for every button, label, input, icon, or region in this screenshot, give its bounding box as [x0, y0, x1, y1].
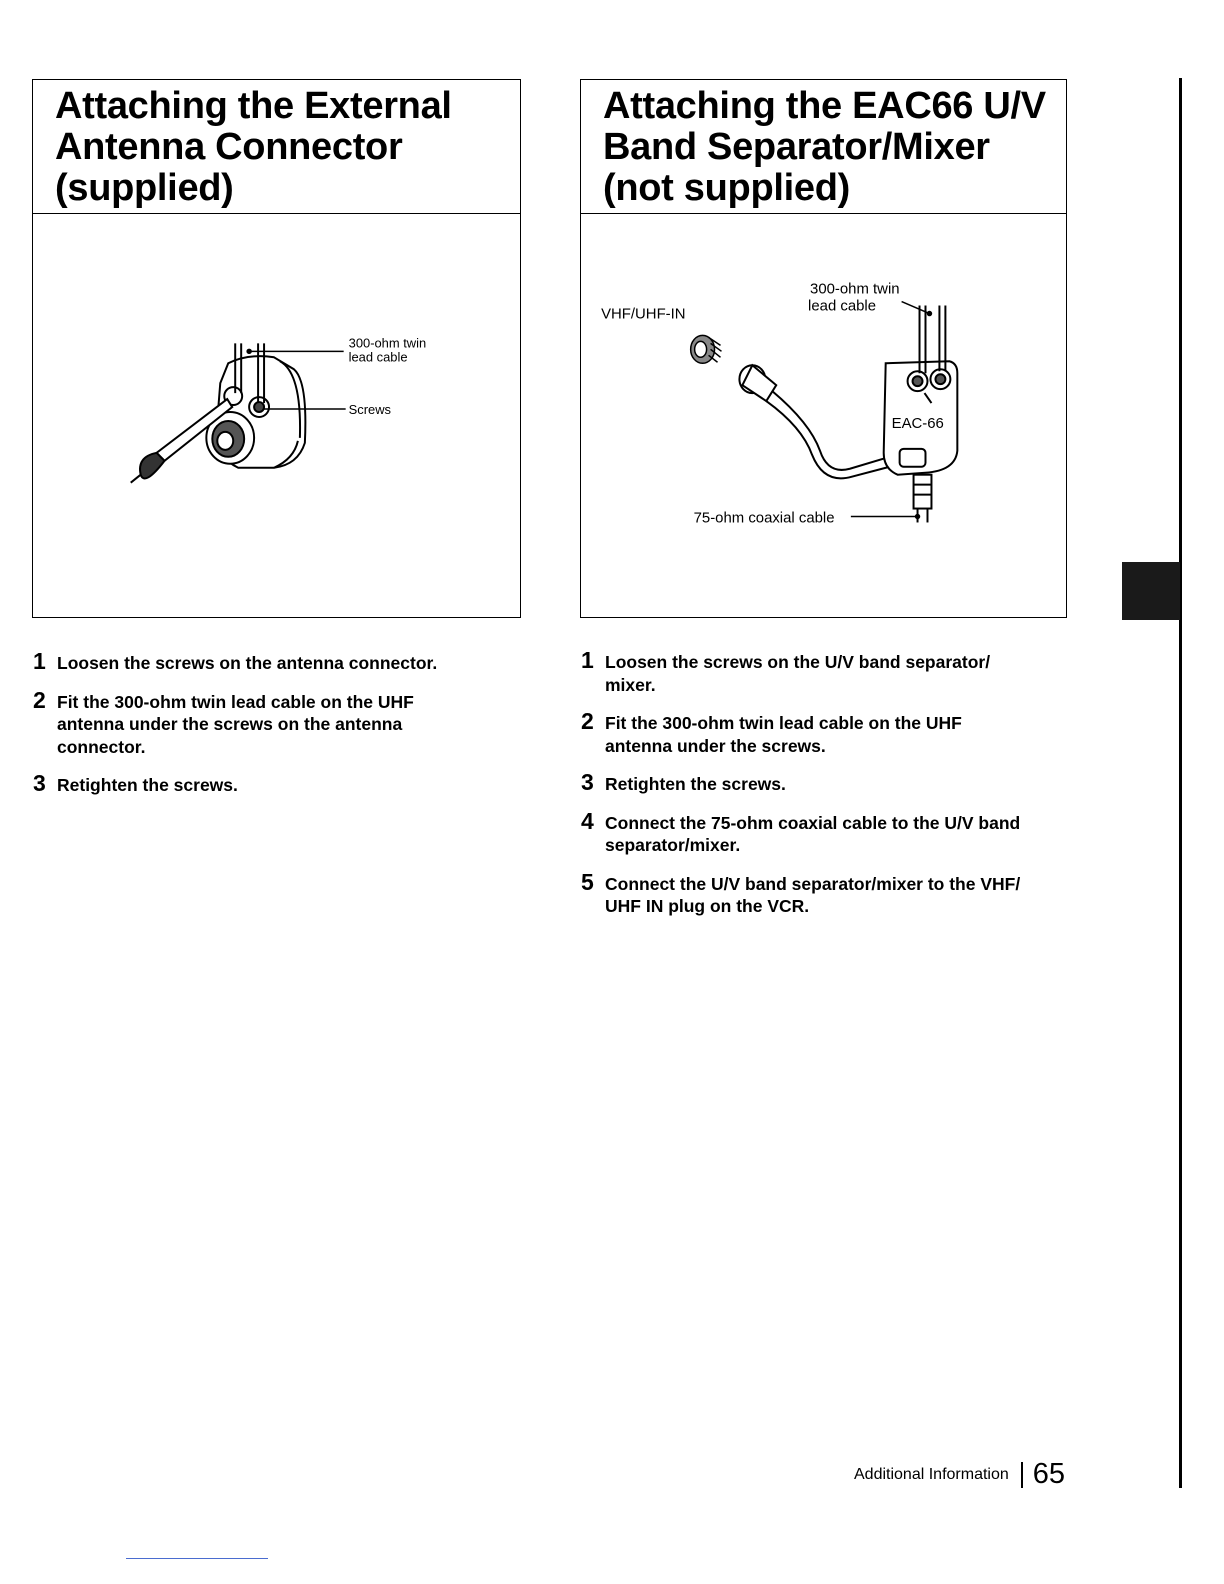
fig-label-right-cable-2: lead cable [808, 297, 877, 315]
fig-label-screws: Screws [348, 402, 392, 418]
left-step-1-text: Loosen the screws on the antenna connector. [57, 653, 438, 673]
page-footer [854, 1458, 1065, 1491]
right-title-line-3: (not supplied) [603, 167, 850, 209]
footer-divider [1021, 1462, 1023, 1488]
bottom-link-line [126, 1558, 268, 1559]
eac66-figure [581, 214, 1066, 617]
fig-label-cable-2: lead cable [348, 349, 408, 365]
right-step-2-text: Fit the 300-ohm twin lead cable on the UHF antenna under the screws. [605, 713, 962, 756]
right-margin-rule [1179, 78, 1182, 1488]
fig-label-vhf-uhf-in: VHF/UHF-IN [601, 305, 686, 323]
right-steps [581, 647, 1071, 934]
right-step-1-num: 1 [581, 647, 594, 673]
right-step-1 [581, 647, 1071, 696]
right-title-line-1: Attaching the EAC66 U/V [603, 85, 1046, 127]
antenna-connector-illustration [33, 214, 520, 617]
left-step-2 [33, 686, 503, 759]
right-step-4-text: Connect the 75-ohm coaxial cable to the U/V band separator/mixer. [605, 812, 1021, 855]
right-step-2-num: 2 [581, 708, 594, 734]
section-tab-marker [1122, 562, 1180, 620]
left-panel-title [33, 80, 520, 214]
left-steps [33, 648, 503, 813]
left-step-2-text: Fit the 300-ohm twin lead cable on the UHF antenna under the screws on the antenna connector. [57, 691, 414, 757]
vhf-uhf-in-plug [691, 335, 722, 363]
fig-label-cable-1: 300-ohm twin [348, 335, 427, 351]
page-number: 65 [1032, 1458, 1066, 1490]
right-step-5 [581, 868, 1071, 918]
left-step-1 [33, 648, 503, 675]
left-step-1-num: 1 [33, 648, 46, 674]
fig-label-right-cable-1: 300-ohm twin [810, 280, 900, 298]
right-step-4 [581, 807, 1071, 857]
right-step-2 [581, 708, 1071, 757]
right-step-1-text: Loosen the screws on the U/V band separator/ mixer. [605, 652, 991, 695]
left-step-3-text: Retighten the screws. [57, 775, 238, 795]
left-title-line-3: (supplied) [55, 167, 234, 209]
f-connector-plug [739, 365, 776, 401]
left-step-2-num: 2 [33, 686, 46, 713]
right-step-4-num: 4 [581, 807, 594, 834]
footer-section-name: Additional Information [854, 1465, 1009, 1483]
right-title-line-2: Band Separator/Mixer [603, 126, 990, 168]
left-step-3 [33, 770, 503, 797]
left-title-line-2: Antenna Connector [55, 126, 403, 168]
eac66-illustration [581, 214, 1066, 617]
left-step-3-num: 3 [33, 770, 46, 796]
coaxial-cable [766, 391, 889, 478]
left-title-line-1: Attaching the External [55, 85, 452, 127]
antenna-connector-figure [33, 214, 520, 617]
right-step-5-num: 5 [581, 868, 594, 895]
right-step-5-text: Connect the U/V band separator/mixer to the VHF/ UHF IN plug on the VCR. [605, 873, 1021, 916]
right-panel [580, 79, 1067, 618]
left-panel [32, 79, 521, 618]
right-step-3-num: 3 [581, 769, 594, 795]
right-step-3-text: Retighten the screws. [605, 774, 786, 794]
fig-label-eac66: EAC-66 [891, 414, 944, 432]
right-panel-title [581, 80, 1066, 214]
fig-label-coax: 75-ohm coaxial cable [693, 509, 835, 527]
right-step-3 [581, 769, 1071, 796]
